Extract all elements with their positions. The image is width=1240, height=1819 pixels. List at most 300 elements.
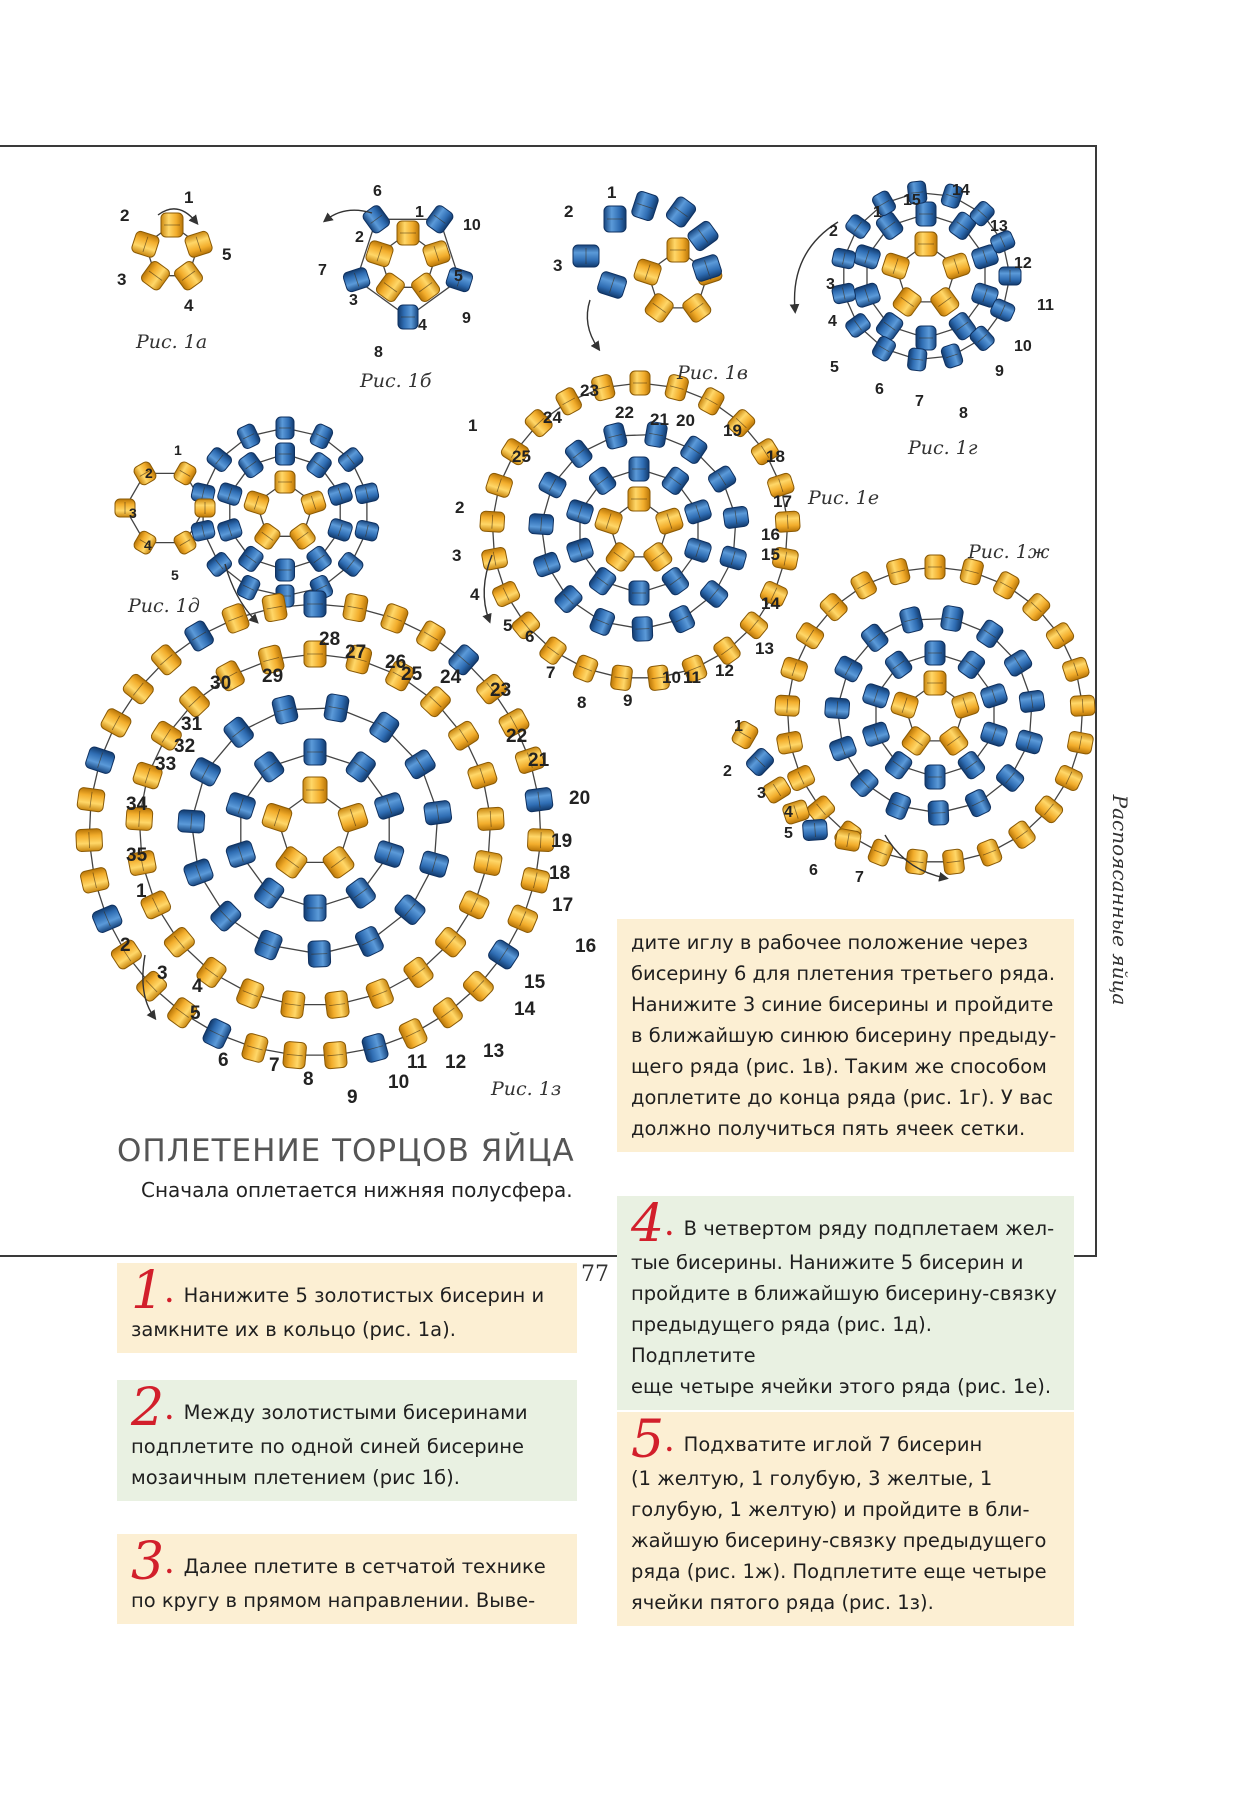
page-number: 77 — [581, 1262, 609, 1287]
gold-bead — [300, 490, 327, 516]
gold-bead — [274, 845, 309, 880]
gold-bead — [681, 292, 713, 324]
bead-number-label: 4 — [470, 585, 480, 604]
blue-bead — [629, 581, 649, 605]
gold-bead — [795, 621, 826, 651]
bead-number-label: 4 — [784, 804, 793, 821]
blue-bead — [304, 895, 326, 921]
blue-bead — [825, 697, 850, 719]
gold-bead — [431, 996, 464, 1030]
gold-bead — [172, 460, 198, 486]
bead-number-label: 2 — [455, 498, 465, 517]
blue-bead — [907, 348, 927, 372]
gold-bead — [321, 845, 356, 880]
bead-number-label: 31 — [181, 714, 203, 735]
section-title: ОПЛЕТЕНИЕ ТОРЦОВ ЯЙЦА — [117, 1133, 575, 1169]
gold-bead — [195, 499, 215, 517]
bead-number-label: 15 — [903, 192, 921, 209]
bead-number-label: 22 — [506, 726, 528, 747]
step-number: 3. — [131, 1532, 174, 1592]
blue-bead — [852, 244, 881, 270]
bead-number-label: 4 — [184, 296, 194, 315]
bead-number-label: 4 — [418, 317, 427, 334]
step-text-line: дите иглу в рабочее положение через — [631, 931, 1029, 954]
blue-bead — [253, 876, 286, 910]
blue-bead — [216, 482, 243, 507]
bead-number-label: 34 — [126, 794, 148, 815]
blue-bead — [276, 443, 295, 465]
blue-bead — [276, 559, 295, 581]
step-text-line: предыдущего ряда (рис. 1д). Подплетите — [631, 1313, 932, 1367]
blue-bead — [925, 641, 945, 665]
bead-number-label: 5 — [454, 268, 463, 285]
blue-bead — [925, 765, 945, 789]
blue-bead — [84, 746, 116, 775]
bead-number-label: 1 — [468, 416, 478, 435]
blue-bead — [537, 471, 568, 500]
blue-bead — [354, 482, 379, 504]
gold-bead — [337, 802, 369, 833]
blue-bead — [874, 311, 904, 342]
gold-bead — [849, 570, 878, 601]
gold-bead — [1067, 731, 1094, 755]
step-text-line: еще четыре ячейки этого ряда (рис. 1е). — [631, 1375, 1052, 1398]
step-text-line: по кругу в прямом направлении. Выве- — [131, 1589, 536, 1612]
blue-bead — [225, 840, 257, 869]
gold-bead — [280, 990, 305, 1019]
blue-bead — [849, 768, 880, 799]
blue-bead — [327, 482, 354, 507]
bead-number-label: 6 — [525, 627, 535, 646]
bead-number-label: 19 — [551, 831, 573, 852]
bead-number-label: 15 — [761, 545, 780, 564]
blue-bead — [342, 266, 371, 292]
gold-bead — [507, 904, 540, 934]
blue-bead — [964, 788, 992, 818]
step-3-box — [117, 1534, 577, 1624]
bead-number-label: 25 — [401, 664, 423, 685]
gold-bead — [77, 787, 106, 812]
gold-bead — [643, 292, 675, 324]
bead-number-label: 20 — [569, 788, 591, 809]
bead-number-label: 5 — [171, 567, 179, 583]
bead-number-label: 10 — [388, 1072, 410, 1093]
gold-bead — [915, 232, 937, 256]
bead-number-label: 14 — [952, 182, 970, 199]
step-text-line: тые бисерины. Нанижите 5 бисерин и — [631, 1251, 1024, 1274]
gold-bead — [520, 867, 550, 894]
bead-number-label: 17 — [552, 895, 574, 916]
bead-number-label: 6 — [373, 183, 382, 200]
blue-bead — [1015, 729, 1044, 755]
blue-bead — [398, 305, 418, 329]
bead-number-label: 4 — [144, 537, 152, 553]
step-4-box — [617, 1196, 1074, 1410]
blue-bead — [336, 551, 364, 579]
gold-bead — [485, 472, 514, 498]
bead-number-label: 19 — [723, 421, 742, 440]
blue-bead — [216, 517, 243, 542]
bead-number-label: 3 — [349, 292, 358, 309]
blue-bead — [883, 750, 913, 781]
caption-fig-1a: Рис. 1а — [136, 331, 208, 353]
blue-bead — [940, 343, 964, 369]
blue-bead — [222, 715, 255, 749]
bead-number-label: 24 — [543, 408, 562, 427]
bead-number-label: 5 — [222, 245, 232, 264]
blue-bead — [336, 446, 364, 474]
bead-number-label: 2 — [829, 223, 838, 240]
bead-number-label: 14 — [761, 594, 780, 613]
gold-bead — [243, 490, 270, 516]
bead-number-label: 5 — [190, 1003, 201, 1024]
gold-bead — [925, 555, 945, 579]
bead-number-label: 14 — [514, 999, 536, 1020]
bead-number-label: 7 — [915, 393, 924, 410]
blue-bead — [305, 451, 333, 480]
blue-bead — [852, 282, 881, 308]
bead-number-label: 11 — [1037, 297, 1054, 314]
blue-bead — [209, 899, 243, 933]
step-text-line: ряда (рис. 1ж). Подплетите еще четыре — [631, 1560, 1047, 1583]
gold-bead — [458, 889, 491, 920]
blue-bead — [631, 190, 660, 222]
blue-bead — [183, 619, 215, 653]
blue-bead — [979, 721, 1008, 747]
blue-bead — [354, 519, 379, 541]
bead-number-label: 1 — [184, 188, 194, 207]
blue-bead — [423, 800, 452, 825]
blue-bead — [664, 195, 697, 229]
gold-bead — [1070, 695, 1095, 716]
gold-bead — [99, 707, 132, 739]
gold-bead — [477, 807, 504, 831]
bead-number-label: 6 — [875, 381, 884, 398]
bead-number-label: 12 — [715, 661, 734, 680]
blue-bead — [828, 735, 857, 762]
bead-number-label: 5 — [503, 616, 513, 635]
blue-bead — [178, 810, 205, 834]
bead-number-label: 18 — [766, 447, 785, 466]
blue-bead — [91, 904, 124, 934]
gold-bead — [398, 1017, 429, 1050]
blue-bead — [686, 219, 720, 252]
gold-bead — [762, 775, 793, 805]
gold-bead — [303, 777, 327, 803]
gold-bead — [422, 240, 452, 268]
gold-bead — [834, 828, 861, 852]
blue-bead — [589, 607, 617, 637]
bead-number-label: 8 — [374, 344, 383, 361]
bead-number-label: 28 — [319, 629, 341, 650]
gold-bead — [976, 838, 1003, 868]
bead-number-label: 9 — [462, 310, 471, 327]
blue-bead — [587, 465, 617, 496]
bead-number-label: 3 — [117, 270, 127, 289]
caption-fig-1e: Рис. 1е — [808, 487, 880, 509]
blue-bead — [833, 655, 864, 684]
blue-bead — [190, 519, 215, 541]
bead-number-label: 4 — [192, 976, 203, 997]
gold-bead — [924, 671, 946, 695]
blue-bead — [271, 694, 299, 725]
gold-bead — [410, 271, 442, 303]
gold-bead — [630, 371, 650, 395]
gold-bead — [473, 850, 503, 876]
bead-number-label: 6 — [218, 1050, 229, 1071]
blue-bead — [719, 545, 748, 571]
step-text-line: (1 желтую, 1 голубую, 3 желтые, 1 — [631, 1467, 993, 1490]
blue-bead — [565, 499, 594, 525]
gold-bead — [447, 719, 481, 752]
blue-bead — [831, 247, 856, 269]
blue-bead — [354, 925, 385, 958]
gold-bead — [80, 867, 110, 894]
blue-bead — [956, 750, 986, 781]
running-title: Распоясанные яйца — [1108, 794, 1132, 1006]
gold-bead — [241, 1032, 269, 1063]
gold-bead — [380, 602, 410, 634]
blue-bead — [253, 929, 283, 961]
blue-bead — [928, 801, 949, 826]
bead-number-label: 13 — [755, 639, 774, 658]
step-text-line: пройдите в ближайшую бисерину-связку — [631, 1282, 1057, 1305]
bead-number-label: 6 — [809, 862, 818, 879]
gold-bead — [886, 557, 911, 585]
bead-number-label: 23 — [490, 680, 512, 701]
gold-bead — [184, 230, 214, 258]
blue-bead — [309, 422, 335, 450]
blue-bead — [979, 683, 1008, 709]
step-text-line: Между золотистыми бисеринами — [183, 1401, 528, 1424]
caption-fig-1z: Рис. 1з — [491, 1078, 562, 1100]
bead-number-label: 1 — [607, 183, 617, 202]
step-number: 4. — [631, 1194, 674, 1254]
blue-bead — [487, 938, 521, 971]
step-text-line: Нанижите 5 золотистых бисерин и — [183, 1284, 545, 1307]
bead-number-label: 10 — [662, 668, 681, 687]
gold-bead — [397, 221, 419, 245]
gold-bead — [419, 685, 453, 719]
bead-number-label: 11 — [683, 668, 701, 687]
gold-bead — [1007, 819, 1037, 850]
step-number: 2. — [131, 1378, 174, 1438]
caption-fig-1v: Рис. 1в — [677, 362, 748, 384]
bead-number-label: 17 — [773, 492, 792, 511]
bead-number-label: 7 — [546, 663, 556, 682]
gold-bead — [283, 1041, 307, 1069]
bead-number-label: 18 — [549, 863, 571, 884]
bead-number-label: 7 — [855, 869, 864, 886]
blue-bead — [1019, 690, 1046, 713]
blue-bead — [940, 605, 964, 632]
step-text-line: Нанижите 3 синие бисерины и пройдите — [631, 993, 1054, 1016]
bead-number-label: 33 — [155, 754, 177, 775]
gold-bead — [365, 977, 395, 1009]
bead-number-label: 21 — [650, 410, 669, 429]
gold-bead — [1061, 656, 1090, 682]
blue-bead — [304, 591, 326, 617]
bead-number-label: 7 — [269, 1055, 280, 1076]
blue-bead — [419, 850, 450, 878]
blue-bead — [305, 544, 333, 573]
bead-number-label: 3 — [157, 963, 168, 984]
bead-number-label: 10 — [1014, 338, 1032, 355]
gold-bead — [1054, 764, 1084, 792]
gold-bead — [402, 955, 435, 989]
bead-number-label: 16 — [575, 936, 597, 957]
gold-bead — [342, 593, 368, 623]
bead-number-label: 3 — [452, 546, 462, 565]
bead-number-label: 27 — [345, 642, 367, 663]
gold-bead — [667, 238, 689, 262]
step-text-line: ячейки пятого ряда (рис. 1з). — [631, 1591, 934, 1614]
gold-bead — [467, 761, 499, 790]
bead-number-label: 2 — [145, 465, 153, 481]
step-number: 1. — [131, 1261, 174, 1321]
bead-number-label: 3 — [553, 256, 563, 275]
gold-bead — [775, 695, 800, 716]
gold-bead — [628, 487, 650, 511]
step-text-line: щего ряда (рис. 1в). Таким же способом — [631, 1055, 1047, 1078]
blue-bead — [323, 693, 349, 722]
blue-bead — [344, 750, 377, 784]
blue-bead — [660, 465, 690, 496]
bead-number-label: 7 — [318, 262, 327, 279]
blue-bead — [604, 206, 626, 232]
bead-number-label: 5 — [830, 359, 839, 376]
gold-bead — [76, 829, 103, 852]
gold-bead — [261, 802, 293, 833]
bead-number-label: 8 — [303, 1069, 314, 1090]
caption-fig-1b: Рис. 1б — [360, 370, 432, 392]
blue-bead — [236, 422, 262, 450]
blue-bead — [994, 763, 1025, 794]
gold-bead — [253, 522, 282, 552]
gold-bead — [786, 764, 816, 792]
gold-bead — [594, 507, 624, 535]
bead-number-label: 8 — [577, 693, 587, 712]
blue-bead — [603, 422, 628, 450]
bead-number-label: 1 — [873, 204, 882, 221]
blue-bead — [698, 579, 729, 610]
bead-number-label: 9 — [623, 691, 633, 710]
blue-bead — [831, 282, 856, 304]
gold-bead — [951, 691, 981, 719]
bead-number-label: 35 — [126, 845, 148, 866]
bead-number-label: 21 — [528, 750, 550, 771]
blue-bead — [225, 791, 257, 820]
bead-number-label: 3 — [129, 505, 137, 521]
step-2-box — [117, 1380, 577, 1501]
gold-bead — [697, 386, 726, 417]
bead-number-label: 13 — [990, 218, 1008, 235]
blue-bead — [276, 417, 294, 439]
step-3-continued-box — [617, 919, 1074, 1152]
gold-bead — [900, 725, 932, 757]
bead-number-label: 22 — [615, 403, 634, 422]
blue-bead — [723, 506, 750, 529]
gold-bead — [173, 260, 205, 292]
bead-number-label: 1 — [734, 718, 743, 735]
bead-number-label: 25 — [512, 447, 531, 466]
bead-number-label: 3 — [757, 785, 766, 802]
step-text-line: в ближайшую синюю бисерину предыду- — [631, 1024, 1057, 1047]
gold-bead — [633, 258, 663, 286]
gold-bead — [365, 240, 395, 268]
gold-bead — [780, 656, 809, 682]
caption-fig-1zh: Рис. 1ж — [968, 541, 1050, 563]
bead-number-label: 20 — [676, 411, 695, 430]
gold-bead — [275, 471, 295, 493]
blue-bead — [683, 537, 712, 563]
gold-bead — [415, 619, 447, 653]
step-text-line: мозаичным плетением (рис 1б). — [131, 1466, 460, 1489]
blue-bead — [183, 858, 215, 888]
step-text-line: жайшую бисерину-связку предыдущего — [631, 1529, 1047, 1552]
bead-number-label: 10 — [463, 217, 481, 234]
bead-number-label: 29 — [262, 666, 284, 687]
blue-bead — [885, 791, 913, 821]
bead-number-label: 16 — [761, 525, 780, 544]
gold-bead — [161, 213, 183, 237]
blue-bead — [563, 438, 594, 469]
blue-bead — [189, 756, 222, 788]
gold-bead — [538, 635, 568, 666]
gold-bead — [881, 252, 911, 280]
gold-bead — [992, 570, 1021, 601]
blue-bead — [205, 446, 233, 474]
step-number: 5. — [631, 1410, 674, 1470]
bead-number-label: 12 — [1014, 255, 1032, 272]
blue-bead — [587, 566, 617, 597]
bead-number-label: 2 — [120, 206, 130, 225]
gold-bead — [572, 654, 599, 684]
step-text-line: замкните их в кольцо (рис. 1а). — [131, 1318, 456, 1341]
section-subtitle: Сначала оплетается нижняя полусфера. — [141, 1178, 573, 1202]
step-text-line: доплетите до конца ряда (рис. 1г). У вас — [631, 1086, 1054, 1109]
bead-number-label: 2 — [564, 202, 574, 221]
gold-bead — [942, 849, 965, 875]
blue-bead — [308, 941, 331, 968]
blue-bead — [425, 204, 455, 235]
caption-fig-1g: Рис. 1г — [908, 437, 978, 459]
blue-bead — [553, 584, 584, 615]
gold-bead — [891, 286, 923, 318]
bead-number-label: 12 — [445, 1052, 467, 1073]
bead-number-label: 23 — [580, 381, 599, 400]
blue-bead — [596, 271, 628, 300]
blue-bead — [237, 451, 265, 480]
bead-number-label: 3 — [826, 276, 835, 293]
step-5-box — [617, 1412, 1074, 1626]
bead-number-label: 13 — [483, 1041, 505, 1062]
blue-bead — [660, 566, 690, 597]
gold-bead — [929, 286, 961, 318]
blue-bead — [361, 1032, 389, 1063]
gold-bead — [288, 522, 317, 552]
caption-fig-1d: Рис. 1д — [128, 595, 200, 617]
blue-bead — [373, 791, 405, 820]
gold-bead — [818, 592, 849, 623]
gold-bead — [323, 1041, 347, 1069]
blue-bead — [629, 457, 649, 481]
bead-number-label: 1 — [136, 881, 147, 902]
blue-bead — [525, 787, 554, 812]
blue-bead — [861, 721, 890, 747]
gold-bead — [480, 511, 505, 532]
blue-bead — [529, 513, 554, 535]
